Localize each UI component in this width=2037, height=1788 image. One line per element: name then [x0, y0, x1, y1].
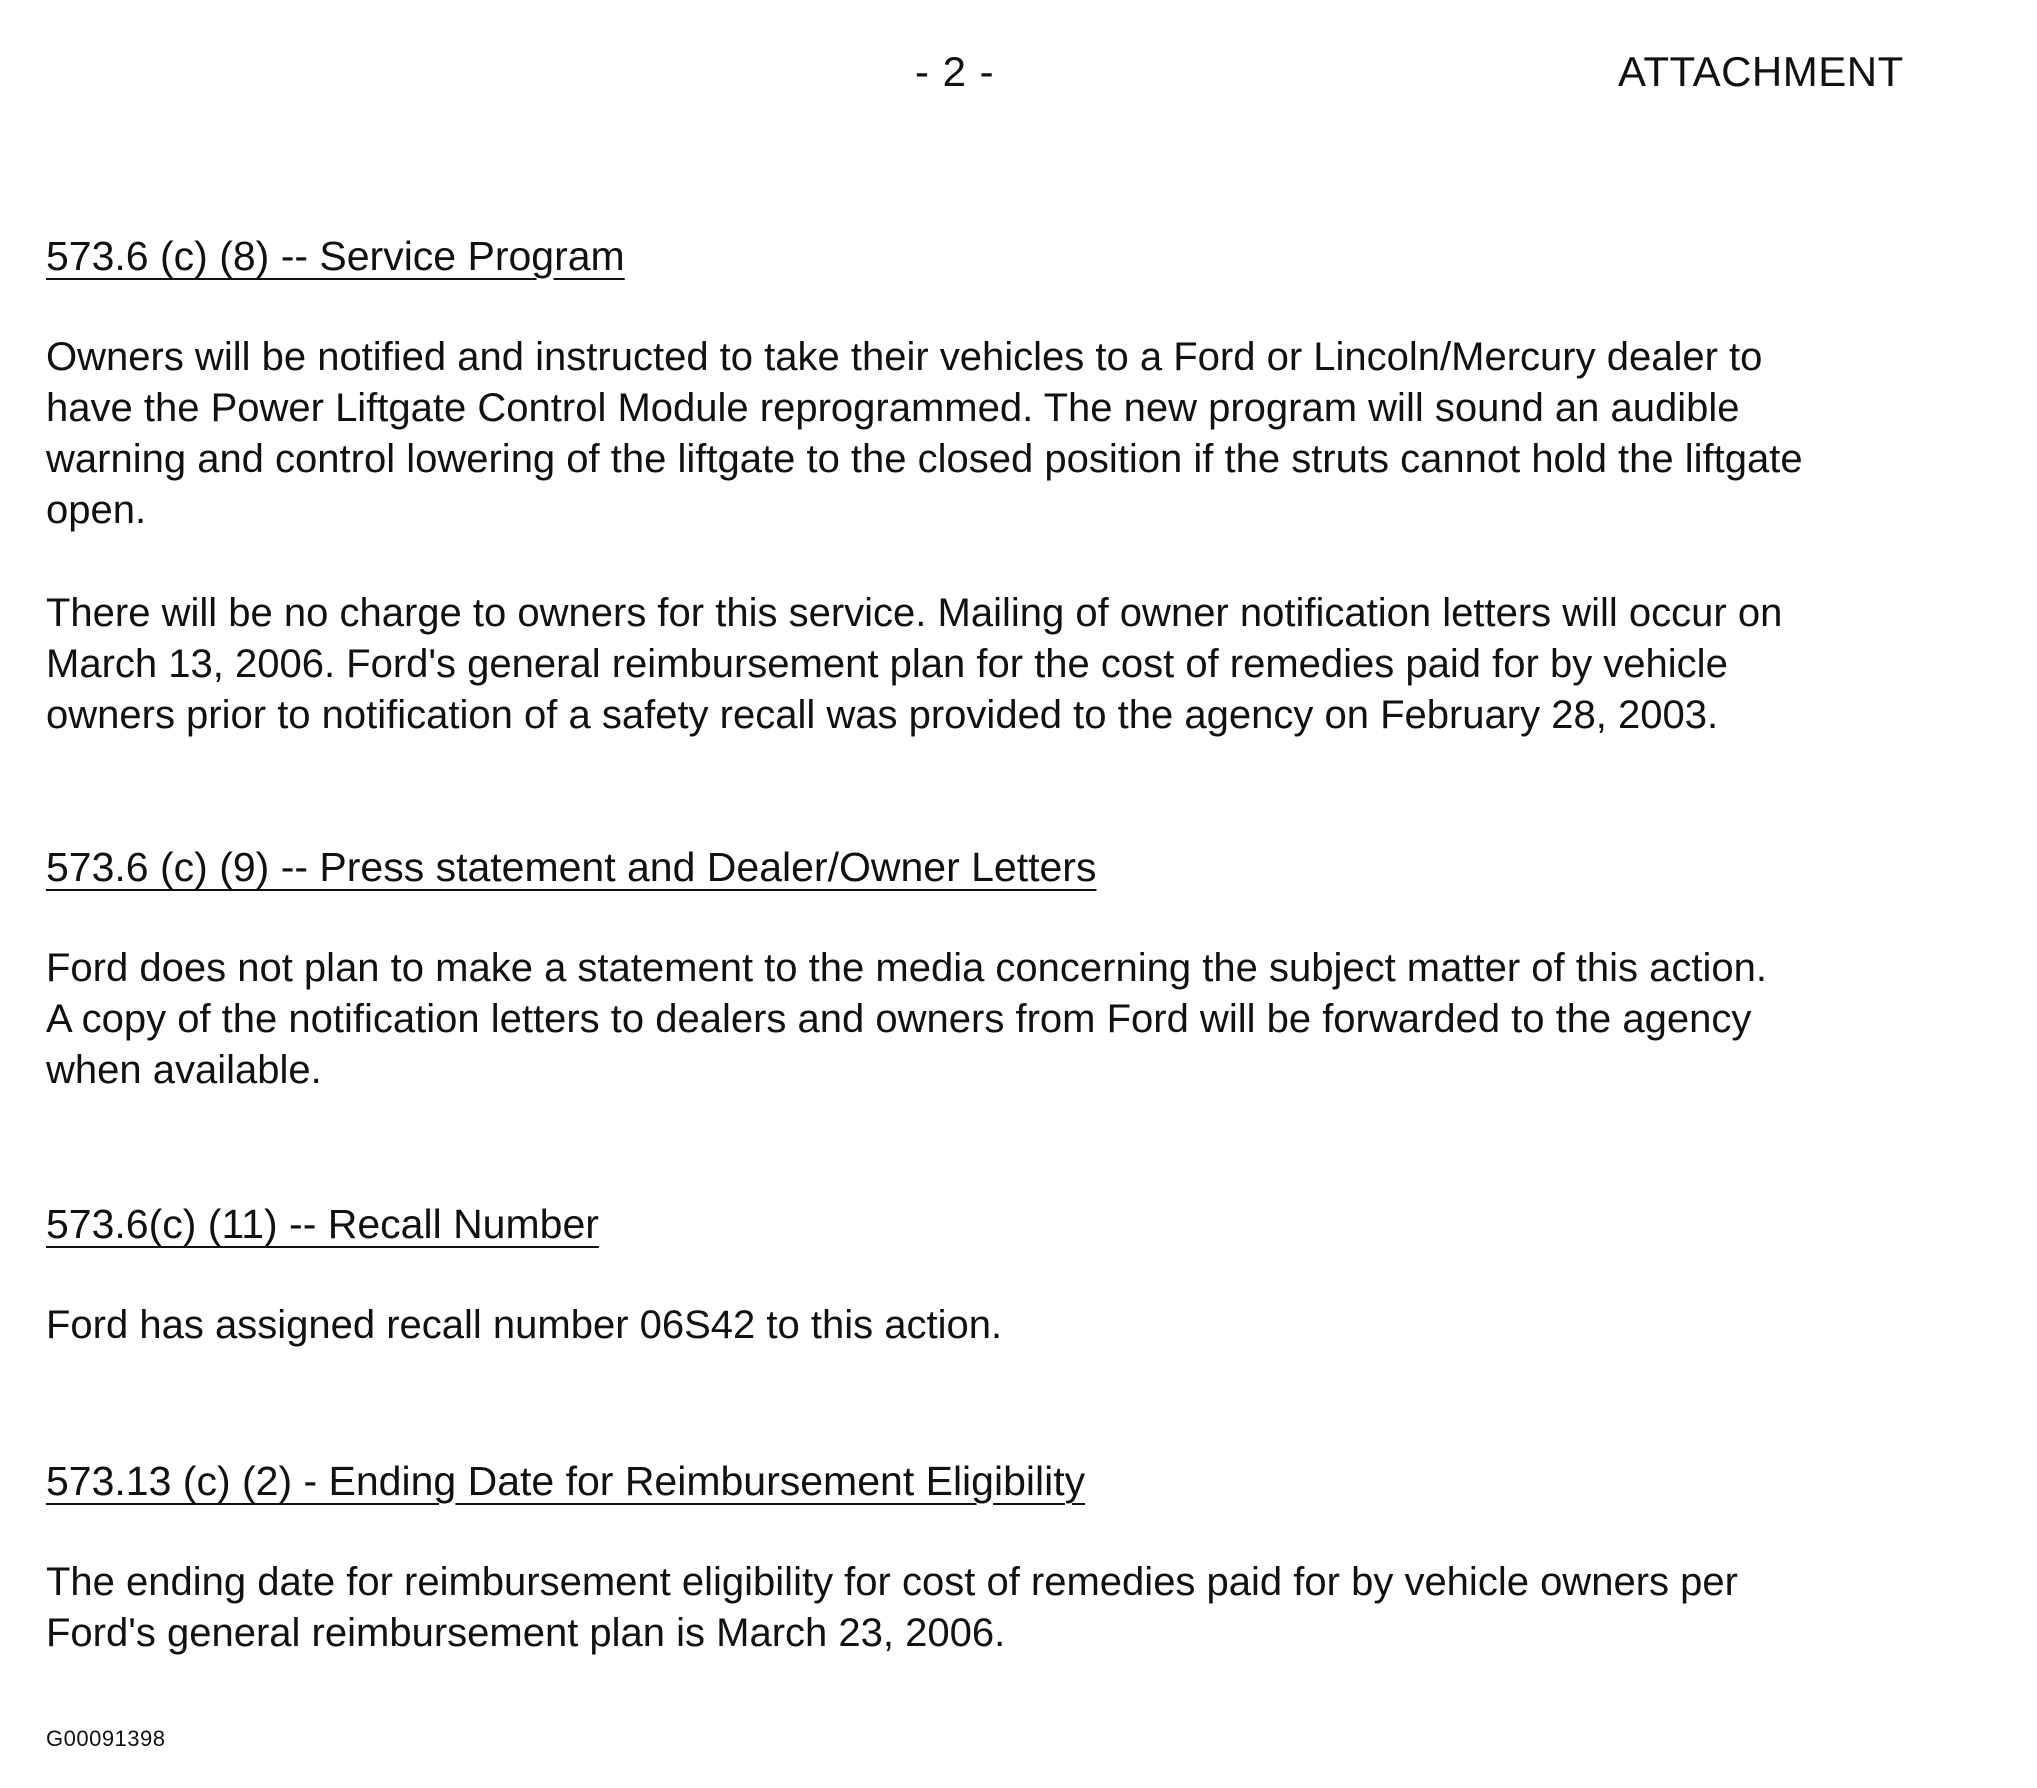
attachment-label: ATTACHMENT — [1618, 48, 1904, 95]
section-heading: 573.13 (c) (2) - Ending Date for Reimbursement Eligibility — [46, 1458, 1086, 1504]
section-press-statement — [46, 843, 2006, 1092]
section-heading: 573.6 (c) (8) -- Service Program — [46, 233, 625, 279]
document-id: G00091398 — [46, 1726, 166, 1751]
section-heading: 573.6 (c) (9) -- Press statement and Dealer/Owner Letters — [46, 844, 1097, 890]
paragraph: Ford does not plan to make a statement to the media concerning the subject matter of this action. A copy of the notification letters to dealers and owners from Ford will be forwarded to the agency when available. — [46, 946, 1767, 1092]
paragraph: The ending date for reimbursement eligibility for cost of remedies paid for by vehicle owners per Ford's general reimbursement plan is March 23, 2006. — [46, 1560, 1738, 1655]
section-reimbursement-ending-date — [46, 1457, 2006, 1655]
paragraph: There will be no charge to owners for this service. Mailing of owner notification letters will occur on March 13, 2006. Ford's general reimbursement plan for the cost of remedies paid for by vehicle owners prior to notification of a safety recall was provided to the agency on February 28, 2003. — [46, 591, 1783, 737]
paragraph: Owners will be notified and instructed to take their vehicles to a Ford or Lincoln/Mercury dealer to have the Power Liftgate Control Module reprogrammed. The new program will sound an audible warning and control lowering of the liftgate to the closed position if the struts cannot hold the liftgate open. — [46, 335, 1803, 532]
section-recall-number — [46, 1200, 2006, 1347]
page-number: - 2 - — [915, 48, 995, 95]
section-heading: 573.6(c) (11) -- Recall Number — [46, 1201, 599, 1247]
section-service-program — [46, 232, 2006, 737]
paragraph: Ford has assigned recall number 06S42 to this action. — [46, 1303, 1003, 1347]
